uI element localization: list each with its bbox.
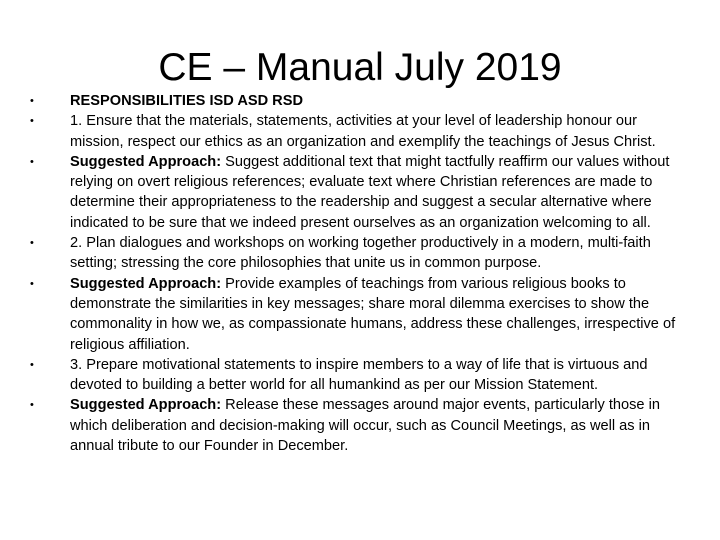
bullet-text: 1. Ensure that the materials, statements, activities at your level of leadership honour our mission, respect our ethics as an organization and exemplify the teachings of Jesus Christ. <box>70 113 656 150</box>
bullet-dot-icon: • <box>30 237 34 250</box>
bullet-text: 3. Prepare motivational statements to inspire members to a way of life that is virtuous and devoted to building a better world for all humankind as per our Mission Statement. <box>70 356 648 394</box>
bullet-text: Provide examples of teachings from various religious books to demonstrate the similarities in key messages; share moral dilemma exercises to show the commonality in how we, as compassionate humans, address these challenges, irrespective of religious affiliation. <box>70 275 676 353</box>
bullet-item-1 <box>30 111 690 152</box>
bullet-dot-icon: • <box>30 277 34 290</box>
bullet-item-responsibilities <box>30 91 690 111</box>
bullet-item-approach-3 <box>30 395 690 456</box>
bullet-dot-icon: • <box>30 358 34 371</box>
bullet-item-3 <box>30 355 690 396</box>
bullet-item-approach-2 <box>30 274 690 355</box>
bullet-dot-icon: • <box>30 399 34 412</box>
bullet-text: 2. Plan dialogues and workshops on working together productively in a modern, multi-faith setting; stressing the core philosophies that unite us in common purpose. <box>70 235 651 272</box>
bullet-text: RESPONSIBILITIES ISD ASD RSD <box>70 93 303 109</box>
suggested-approach-label: Suggested Approach: <box>70 397 222 414</box>
suggested-approach-label: Suggested Approach: <box>70 153 222 170</box>
bullet-item-2 <box>30 233 690 274</box>
bullet-dot-icon: • <box>30 115 34 128</box>
bullet-dot-icon: • <box>30 155 34 168</box>
bullet-dot-icon: • <box>30 95 34 107</box>
bullet-text: Release these messages around major events, particularly those in which deliberation and decision-making will occur, such as Council Meetings, as well as in annual tribute to our Founder in December. <box>70 397 660 455</box>
bullet-text: Suggest additional text that might tactfully reaffirm our values without relying on overt religious references; evaluate text where Christian references are made to determine their appropriateness to the readership and suggest a secular alternative where indicated to be sure that we indeed present ourselves as an organization welcoming to all. <box>70 153 670 231</box>
slide-title: CE – Manual July 2019 <box>158 46 562 89</box>
bullet-list <box>30 91 690 456</box>
bullet-item-approach-1 <box>30 152 690 233</box>
suggested-approach-label: Suggested Approach: <box>70 275 222 292</box>
